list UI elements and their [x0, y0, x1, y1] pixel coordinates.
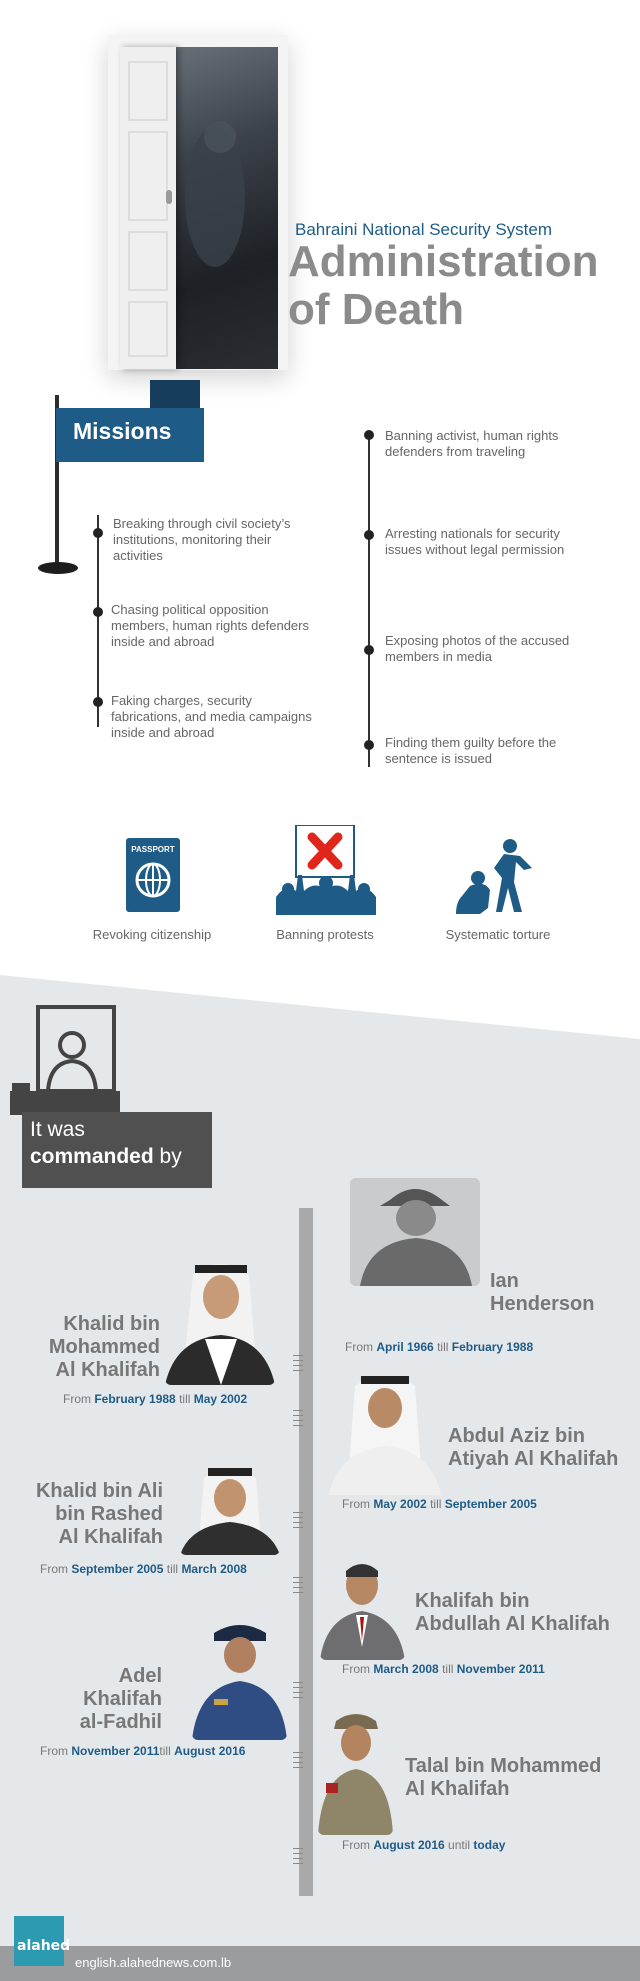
timeline-bar	[299, 1208, 313, 1896]
mission-bullet	[93, 607, 103, 617]
mission-bullet	[93, 697, 103, 707]
footer-url-link[interactable]: english.alahednews.com.lb	[75, 1955, 232, 1970]
protest-icon	[276, 825, 376, 920]
icon-caption: Systematic torture	[445, 927, 551, 942]
commander-photo	[325, 1370, 445, 1495]
hero-title-line-2: of Death	[288, 285, 464, 334]
commander-period: From November 2011till August 2016	[40, 1744, 246, 1758]
mission-item: Banning activist, human rights defenders from traveling	[385, 428, 559, 459]
passport-icon-label: PASSPORT	[131, 845, 175, 854]
commander-period: From April 1966 till February 1988	[345, 1340, 534, 1354]
by-word: by	[153, 1145, 182, 1168]
commander-name: Talal bin Mohammed Al Khalifah	[405, 1755, 602, 1800]
commander-name: Ian Henderson	[490, 1270, 595, 1315]
commander-name: Abdul Aziz bin Atiyah Al Khalifah	[448, 1425, 619, 1470]
mission-bullet	[364, 430, 374, 440]
commanded-by-line-1: It was	[30, 1118, 85, 1141]
mission-item: Arresting nationals for security issues without legal permission	[385, 526, 565, 557]
mission-bullet	[364, 645, 374, 655]
mission-bullet	[364, 740, 374, 750]
commander-period: From August 2016 until today	[342, 1838, 506, 1852]
mission-item: Chasing political opposition members, human rights defenders inside and abroad	[111, 602, 309, 649]
commander-period: From September 2005 till March 2008	[40, 1562, 247, 1576]
passport-icon	[126, 838, 180, 917]
mission-item: Breaking through civil society’s institutions, monitoring their activities	[113, 516, 291, 563]
commander-name: Khalifah bin Abdullah Al Khalifah	[415, 1590, 610, 1635]
flag-base	[38, 562, 78, 574]
alahed-logo-text: alahed	[17, 1938, 71, 1954]
commander-photo	[192, 1615, 287, 1740]
door-knob	[166, 190, 172, 204]
mission-item: Faking charges, security fabrications, and media campaigns inside and abroad	[111, 693, 312, 740]
mission-bullet	[93, 528, 103, 538]
icon-caption: Banning protests	[276, 927, 374, 942]
missions-heading: Missions	[73, 418, 172, 444]
commander-photo	[350, 1178, 480, 1286]
open-door-image	[120, 47, 176, 369]
commander-period: From May 2002 till September 2005	[342, 1497, 537, 1511]
commander-photo	[165, 1255, 275, 1385]
commander-name: Khalid bin Mohammed Al Khalifah	[48, 1313, 160, 1381]
missions-right-line	[368, 432, 370, 767]
commanded-word: commanded	[30, 1145, 154, 1168]
commander-name: Adel Khalifah al-Fadhil	[79, 1665, 162, 1733]
hero-subtitle: Bahraini National Security System	[295, 220, 553, 239]
icon-caption: Revoking citizenship	[92, 927, 212, 942]
commander-photo	[320, 1555, 405, 1660]
torture-icon	[450, 838, 540, 919]
commander-period: From March 2008 till November 2011	[342, 1662, 545, 1676]
missions-left-line	[97, 515, 99, 727]
commanded-by-line-2	[30, 1145, 182, 1169]
hero-title-line-1: Administration	[288, 237, 599, 286]
commander-photo	[318, 1705, 393, 1835]
mission-bullet	[364, 530, 374, 540]
commander-desk-icon	[10, 1005, 120, 1120]
mission-item: Finding them guilty before the sentence is issued	[385, 735, 557, 766]
commander-name: Khalid bin Ali bin Rashed Al Khalifah	[35, 1480, 163, 1548]
commander-period: From February 1988 till May 2002	[63, 1392, 248, 1406]
commander-photo	[180, 1460, 280, 1555]
mission-item: Exposing photos of the accused members in media	[385, 633, 570, 664]
hero-title	[288, 238, 598, 334]
